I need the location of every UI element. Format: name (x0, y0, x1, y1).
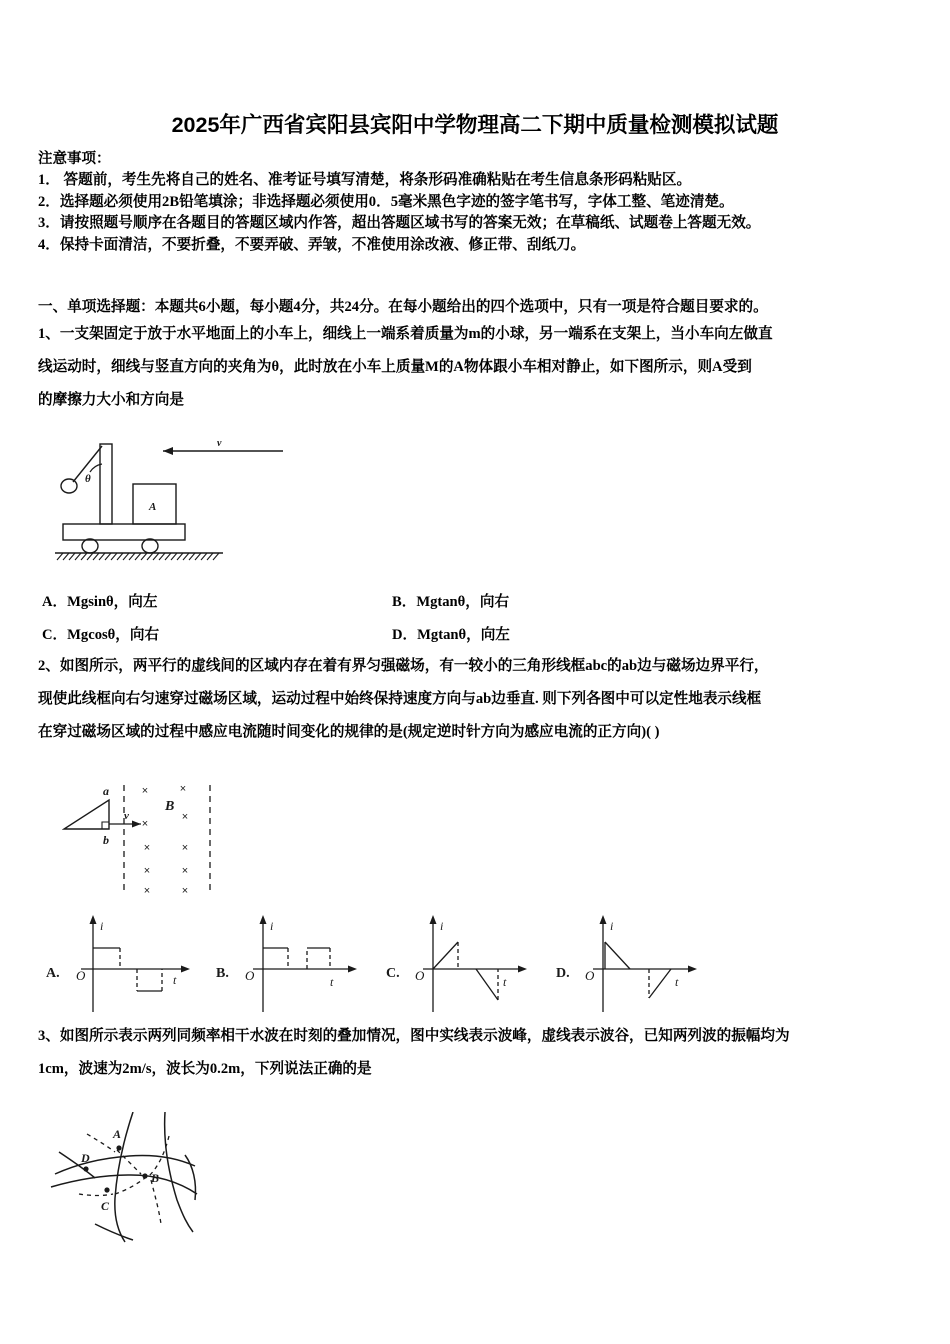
graph-option-d-key: D. (556, 966, 570, 981)
option-c-text: Mgcosθ，向右 (67, 627, 160, 643)
question-2-line-1: 2、如图所示，两平行的虚线间的区域内存在着有界匀强磁场，有一较小的三角形线框abc的ab边与磁场边界平行， (38, 658, 769, 674)
point-d-marker (83, 1166, 88, 1171)
option-b-key: B． (392, 594, 417, 610)
graph-option-a-origin: O (76, 968, 86, 983)
section-heading: 一、单项选择题：本题共6小题，每小题4分，共24分。在每小题给出的四个选项中，只有一项是符合题目要求的。 (38, 299, 768, 315)
cart-with-pendulum-diagram (45, 432, 325, 572)
graph-option-d-origin: O (585, 968, 595, 983)
graph-option-c[interactable] (382, 912, 542, 1027)
question-3-line-1: 3、如图所示表示两列同频率相干水波在时刻的叠加情况，图中实线表示波峰，虚线表示波谷，已知两列波的振幅均为 (38, 1028, 790, 1044)
question-3-text (38, 1020, 928, 1086)
notes-section (38, 148, 918, 256)
point-d-label: D (81, 1151, 90, 1165)
graph-option-a[interactable] (42, 912, 202, 1027)
svg-text:×: × (141, 818, 149, 830)
point-c-marker (104, 1187, 109, 1192)
svg-text:×: × (143, 885, 151, 897)
point-b-marker (142, 1173, 147, 1178)
svg-text:×: × (179, 783, 187, 795)
graph-option-c-x-label: t (503, 975, 507, 989)
graph-option-d-x-label: t (675, 975, 679, 989)
svg-text:×: × (141, 785, 149, 797)
svg-text:×: × (143, 865, 151, 877)
svg-text:×: × (181, 811, 189, 823)
question-2-text (38, 650, 928, 749)
question-1-line-1: 1、一支架固定于放于水平地面上的小车上，细线上一端系着质量为m的小球，另一端系在支架上，当小车向左做直 (38, 326, 773, 342)
block-a-label: A (149, 501, 157, 513)
graph-option-c-y-label: i (440, 919, 444, 933)
question-2-line-2: 现使此线框向右匀速穿过磁场区域，运动过程中始终保持速度方向与ab边垂直. 则下列各图中可以定性地表示线框 (38, 691, 762, 707)
graph-option-b-x-label: t (330, 975, 334, 989)
svg-text:×: × (181, 885, 189, 897)
option-d[interactable] (392, 619, 510, 652)
svg-text:×: × (181, 865, 189, 877)
water-wave-interference-diagram (45, 1112, 265, 1257)
graph-option-a-key: A. (46, 966, 60, 981)
svg-text:×: × (143, 842, 151, 854)
option-c[interactable] (42, 619, 392, 652)
option-c-key: C． (42, 627, 68, 643)
graph-option-b-key: B. (216, 966, 229, 981)
point-c-label: C (101, 1199, 110, 1213)
option-a[interactable] (42, 586, 392, 619)
point-a-marker (116, 1145, 121, 1150)
question-1-line-3: 的摩擦力大小和方向是 (38, 392, 184, 408)
note-item-4: 4．保持卡面清洁，不要折叠，不要弄破、弄皱，不准使用涂改液、修正带、刮纸刀。 (38, 236, 586, 253)
graph-option-a-x-label: t (173, 973, 177, 987)
graph-option-b[interactable] (212, 912, 372, 1027)
graph-option-d[interactable] (552, 912, 712, 1027)
option-row-1 (42, 586, 922, 619)
question-1-text (38, 318, 928, 417)
point-a-label: A (113, 1127, 122, 1141)
graph-option-b-origin: O (245, 968, 255, 983)
question-1-options (42, 586, 922, 652)
vertex-b-label: b (103, 833, 109, 847)
page-title: 2025年广西省宾阳县宾阳中学物理高二下期中质量检测模拟试题 (171, 113, 779, 137)
option-b[interactable] (392, 586, 509, 619)
option-a-key: A． (42, 594, 68, 610)
velocity-label: v (124, 810, 129, 822)
graph-option-c-origin: O (415, 968, 425, 983)
triangle-loop-magnetic-field-diagram (62, 782, 262, 902)
option-row-2 (42, 619, 922, 652)
option-b-text: Mgtanθ，向右 (416, 594, 510, 610)
velocity-label: v (217, 438, 222, 449)
notes-heading: 注意事项： (38, 151, 111, 167)
svg-text:×: × (181, 842, 189, 854)
option-d-text: Mgtanθ，向左 (417, 627, 510, 643)
note-item-3: 3．请按照题号顺序在各题目的答题区域内作答，超出答题区域书写的答案无效；在草稿纸、试题卷上答题无效。 (38, 215, 761, 231)
graph-option-a-y-label: i (100, 919, 104, 933)
graph-option-c-key: C. (386, 966, 400, 981)
point-b-label: B (151, 1171, 160, 1185)
graph-option-d-y-label: i (610, 919, 614, 933)
question-3-line-2: 1cm，波速为2m/s，波长为0.2m，下列说法正确的是 (38, 1061, 372, 1077)
question-2-line-3: 在穿过磁场区域的过程中感应电流随时间变化的规律的是(规定逆时针方向为感应电流的正方向)( ) (38, 724, 660, 740)
vertex-a-label: a (103, 784, 109, 798)
field-b-label: B (165, 799, 175, 814)
graph-option-b-y-label: i (270, 919, 274, 933)
note-item-2: 2．选择题必须使用2B铅笔填涂；非选择题必须使用0．5毫米黑色字迹的签字笔书写，字体工整、笔迹清楚。 (38, 193, 734, 210)
option-a-text: Mgsinθ，向左 (67, 594, 158, 610)
question-1-line-2: 线运动时，细线与竖直方向的夹角为θ，此时放在小车上质量M的A物体跟小车相对静止，如下图所示，则A受到 (38, 359, 752, 375)
note-item-1: 1． 答题前，考生先将自己的姓名、准考证号填写清楚，将条形码准确粘贴在考生信息条形码粘贴区。 (38, 172, 692, 188)
option-d-key: D． (392, 627, 418, 643)
angle-theta-label: θ (85, 473, 91, 485)
